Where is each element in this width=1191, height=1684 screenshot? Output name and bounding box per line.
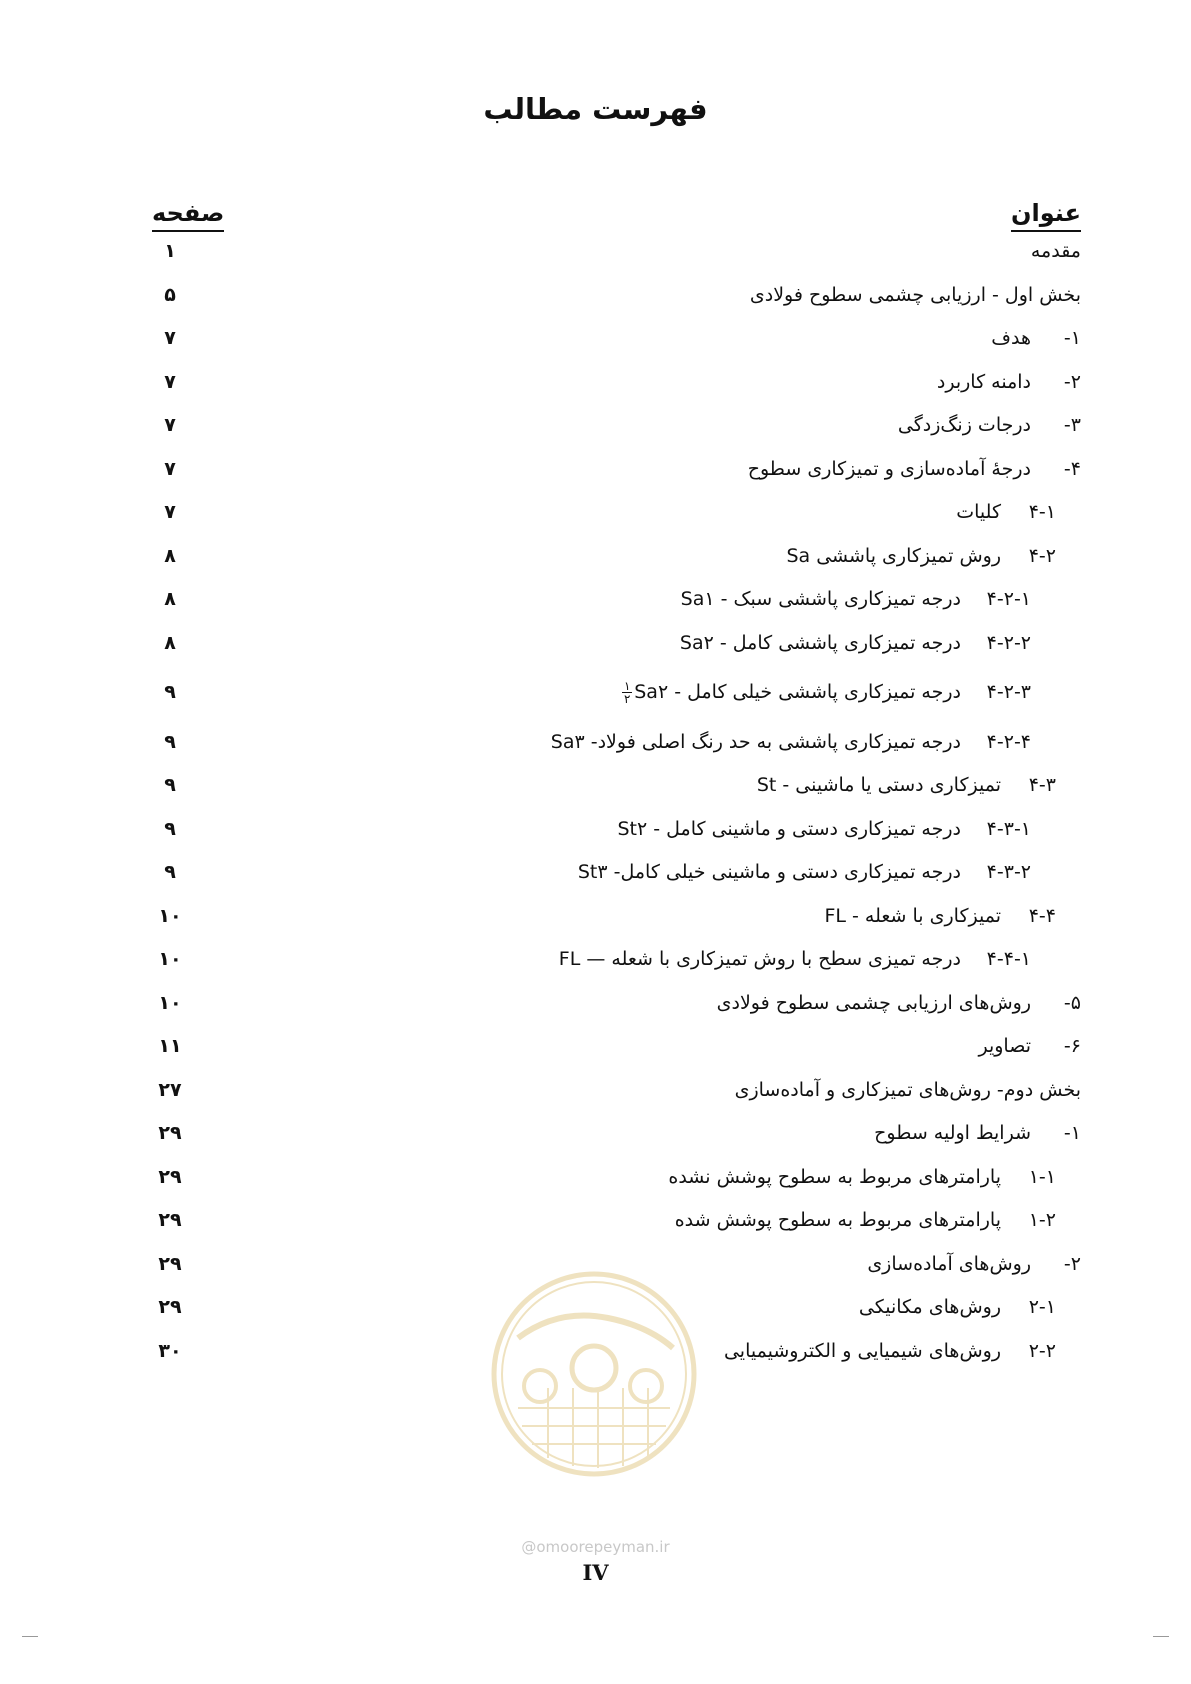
page-number: IV bbox=[582, 1560, 609, 1585]
toc-entry bbox=[0, 814, 1191, 844]
toc-entry bbox=[0, 770, 1191, 800]
toc-entry-title: تمیزکاری با شعله - FL bbox=[824, 904, 1001, 927]
toc-entry-page: ۷ bbox=[164, 327, 176, 349]
toc-entry-page: ۲۹ bbox=[158, 1209, 182, 1231]
toc-entry-number: ۴-۲-۲ bbox=[986, 631, 1031, 654]
toc-entry bbox=[0, 280, 1191, 310]
watermark-seal-icon bbox=[488, 1268, 700, 1480]
toc-entry-title: بخش دوم- روش‌های تمیزکاری و آماده‌سازی bbox=[734, 1078, 1081, 1101]
toc-entry-page: ۷ bbox=[164, 414, 176, 436]
toc-entry-title: تمیزکاری دستی یا ماشینی - St bbox=[756, 774, 1001, 796]
toc-entry-page: ۷ bbox=[164, 501, 176, 523]
toc-entry-number: ۲- bbox=[1063, 370, 1081, 393]
toc-entry-number: ۴-۲ bbox=[1028, 544, 1056, 567]
toc-entry bbox=[0, 628, 1191, 658]
toc-entry bbox=[0, 367, 1191, 397]
toc-entry-page: ۱ bbox=[164, 240, 176, 262]
toc-entry-title: پارامترهای مربوط به سطوح پوشش نشده bbox=[668, 1165, 1001, 1188]
toc-entry bbox=[0, 1162, 1191, 1192]
toc-entry-title: تصاویر bbox=[978, 1035, 1031, 1057]
toc-entry-page: ۲۹ bbox=[158, 1165, 182, 1188]
toc-entry-title-text: درجه تمیزکاری پاششی خیلی کامل - Sa۲ bbox=[634, 681, 961, 703]
toc-entry-title: درجه تمیزکاری پاششی کامل - Sa۲ bbox=[679, 631, 961, 654]
toc-entry-number: ۴-۴-۱ bbox=[986, 948, 1031, 970]
toc-entry-title: روش‌های مکانیکی bbox=[858, 1296, 1001, 1318]
toc-entry-page: ۸ bbox=[164, 588, 176, 610]
toc-entry-number: ۱-۲ bbox=[1028, 1209, 1056, 1231]
toc-entry-number: ۴-۳-۱ bbox=[986, 817, 1031, 840]
toc-entry-title: بخش اول - ارزیابی چشمی سطوح فولادی bbox=[749, 283, 1081, 306]
toc-entry-title: درجه تمیزی سطح با روش تمیزکاری با شعله — FL bbox=[558, 948, 961, 970]
toc-entry-number: ۴-۳-۲ bbox=[986, 861, 1031, 883]
toc-entry-page: ۹ bbox=[164, 861, 176, 883]
page-column-header: صفحه bbox=[152, 198, 224, 232]
toc-entry-number: ۴-۳ bbox=[1028, 774, 1056, 796]
toc-entry bbox=[0, 454, 1191, 484]
toc-entry bbox=[0, 541, 1191, 571]
page-title: فهرست مطالب bbox=[483, 92, 708, 126]
toc-entry bbox=[0, 1205, 1191, 1235]
toc-entry-title: درجه تمیزکاری پاششی سبک - Sa۱ bbox=[680, 588, 961, 610]
toc-entry bbox=[0, 857, 1191, 887]
toc-entry-number: ۴-۴ bbox=[1028, 904, 1056, 927]
toc-entry-number: ۴-۲-۴ bbox=[986, 730, 1031, 753]
toc-entry-title: درجات زنگ‌زدگی bbox=[897, 414, 1031, 436]
toc-entry-page: ۳۰ bbox=[158, 1339, 182, 1362]
toc-entry-title: درجهٔ آماده‌سازی و تمیزکاری سطوح bbox=[747, 457, 1031, 480]
toc-entry-page: ۲۹ bbox=[158, 1296, 182, 1318]
toc-entry-number: ۴-۲-۱ bbox=[986, 588, 1031, 610]
toc-entry-title: درجه تمیزکاری دستی و ماشینی کامل - St۲ bbox=[617, 817, 961, 840]
toc-entry bbox=[0, 1075, 1191, 1105]
toc-entry bbox=[0, 988, 1191, 1018]
toc-entry-page: ۹ bbox=[164, 774, 176, 796]
toc-entry-page: ۱۰ bbox=[158, 948, 182, 970]
toc-entry bbox=[0, 901, 1191, 931]
toc-entry-title: پارامترهای مربوط به سطوح پوشش شده bbox=[674, 1209, 1001, 1231]
toc-entry-title: کلیات bbox=[956, 501, 1001, 523]
toc-entry-title: شرایط اولیه سطوح bbox=[874, 1122, 1031, 1144]
toc-entry bbox=[0, 1118, 1191, 1148]
toc-entry-page: ۹ bbox=[164, 817, 176, 840]
toc-entry-page: ۲۷ bbox=[158, 1078, 182, 1101]
toc-entry bbox=[0, 944, 1191, 974]
margin-mark bbox=[1153, 1636, 1169, 1637]
toc-entry-number: ۱-۱ bbox=[1028, 1165, 1056, 1188]
fraction-numerator: ۱ bbox=[624, 679, 631, 693]
toc-entry-page: ۱۱ bbox=[158, 1035, 182, 1057]
title-column-header: عنوان bbox=[1011, 198, 1081, 232]
toc-entry-page: ۱۰ bbox=[158, 904, 182, 927]
toc-entry-number: ۶- bbox=[1063, 1035, 1081, 1057]
toc-entry-page: ۵ bbox=[164, 283, 176, 306]
toc-entry bbox=[0, 584, 1191, 614]
toc-entry-page: ۷ bbox=[164, 370, 176, 393]
toc-entry-page: ۱۰ bbox=[158, 991, 182, 1014]
toc-entry-number: ۱- bbox=[1063, 1122, 1081, 1144]
toc-entry-page: ۲۹ bbox=[158, 1252, 182, 1275]
toc-entry-number: ۳- bbox=[1063, 414, 1081, 436]
toc-entry-number: ۴- bbox=[1063, 457, 1081, 480]
toc-entry-number: ۱- bbox=[1063, 327, 1081, 349]
toc-entry-title bbox=[620, 677, 961, 707]
toc-entry bbox=[0, 410, 1191, 440]
toc-entry-title: روش‌های آماده‌سازی bbox=[867, 1252, 1031, 1275]
toc-entry-number: ۲-۱ bbox=[1028, 1296, 1056, 1318]
toc-entry-title: روش‌های شیمیایی و الکتروشیمیایی bbox=[723, 1339, 1001, 1362]
toc-entry-number: ۴-۲-۳ bbox=[986, 681, 1031, 703]
toc-entry-page: ۸ bbox=[164, 544, 176, 567]
toc-entry bbox=[0, 236, 1191, 266]
toc-entry-number: ۴-۱ bbox=[1028, 501, 1056, 523]
toc-entry-title: روش تمیزکاری پاششی Sa bbox=[786, 544, 1001, 567]
toc-entry-page: ۹ bbox=[164, 681, 176, 703]
toc-entry bbox=[0, 1031, 1191, 1061]
toc-entry-title: هدف bbox=[991, 327, 1031, 349]
watermark-url: @omoorepeyman.ir bbox=[521, 1538, 670, 1556]
toc-entry bbox=[0, 727, 1191, 757]
toc-entry-title: درجه تمیزکاری دستی و ماشینی خیلی کامل- St۳ bbox=[577, 861, 961, 883]
fraction bbox=[622, 680, 632, 705]
toc-entry bbox=[0, 497, 1191, 527]
toc-entry-title: دامنه کاربرد bbox=[936, 370, 1031, 393]
toc-entry-title: روش‌های ارزیابی چشمی سطوح فولادی bbox=[716, 991, 1031, 1014]
toc-entry-title: مقدمه bbox=[1030, 240, 1081, 262]
toc-entry-number: ۵- bbox=[1063, 991, 1081, 1014]
toc-entry-page: ۲۹ bbox=[158, 1122, 182, 1144]
toc-entry-page: ۸ bbox=[164, 631, 176, 654]
toc-entry-page: ۹ bbox=[164, 730, 176, 753]
toc-entry-title: درجه تمیزکاری پاششی به حد رنگ اصلی فولاد- Sa۳ bbox=[550, 730, 961, 753]
toc-entry-number: ۲- bbox=[1063, 1252, 1081, 1275]
toc-entry bbox=[0, 677, 1191, 707]
margin-mark bbox=[22, 1636, 38, 1637]
fraction-denominator: ۲ bbox=[624, 692, 631, 706]
toc-entry bbox=[0, 323, 1191, 353]
toc-entry-page: ۷ bbox=[164, 457, 176, 480]
toc-entry-number: ۲-۲ bbox=[1028, 1339, 1056, 1362]
